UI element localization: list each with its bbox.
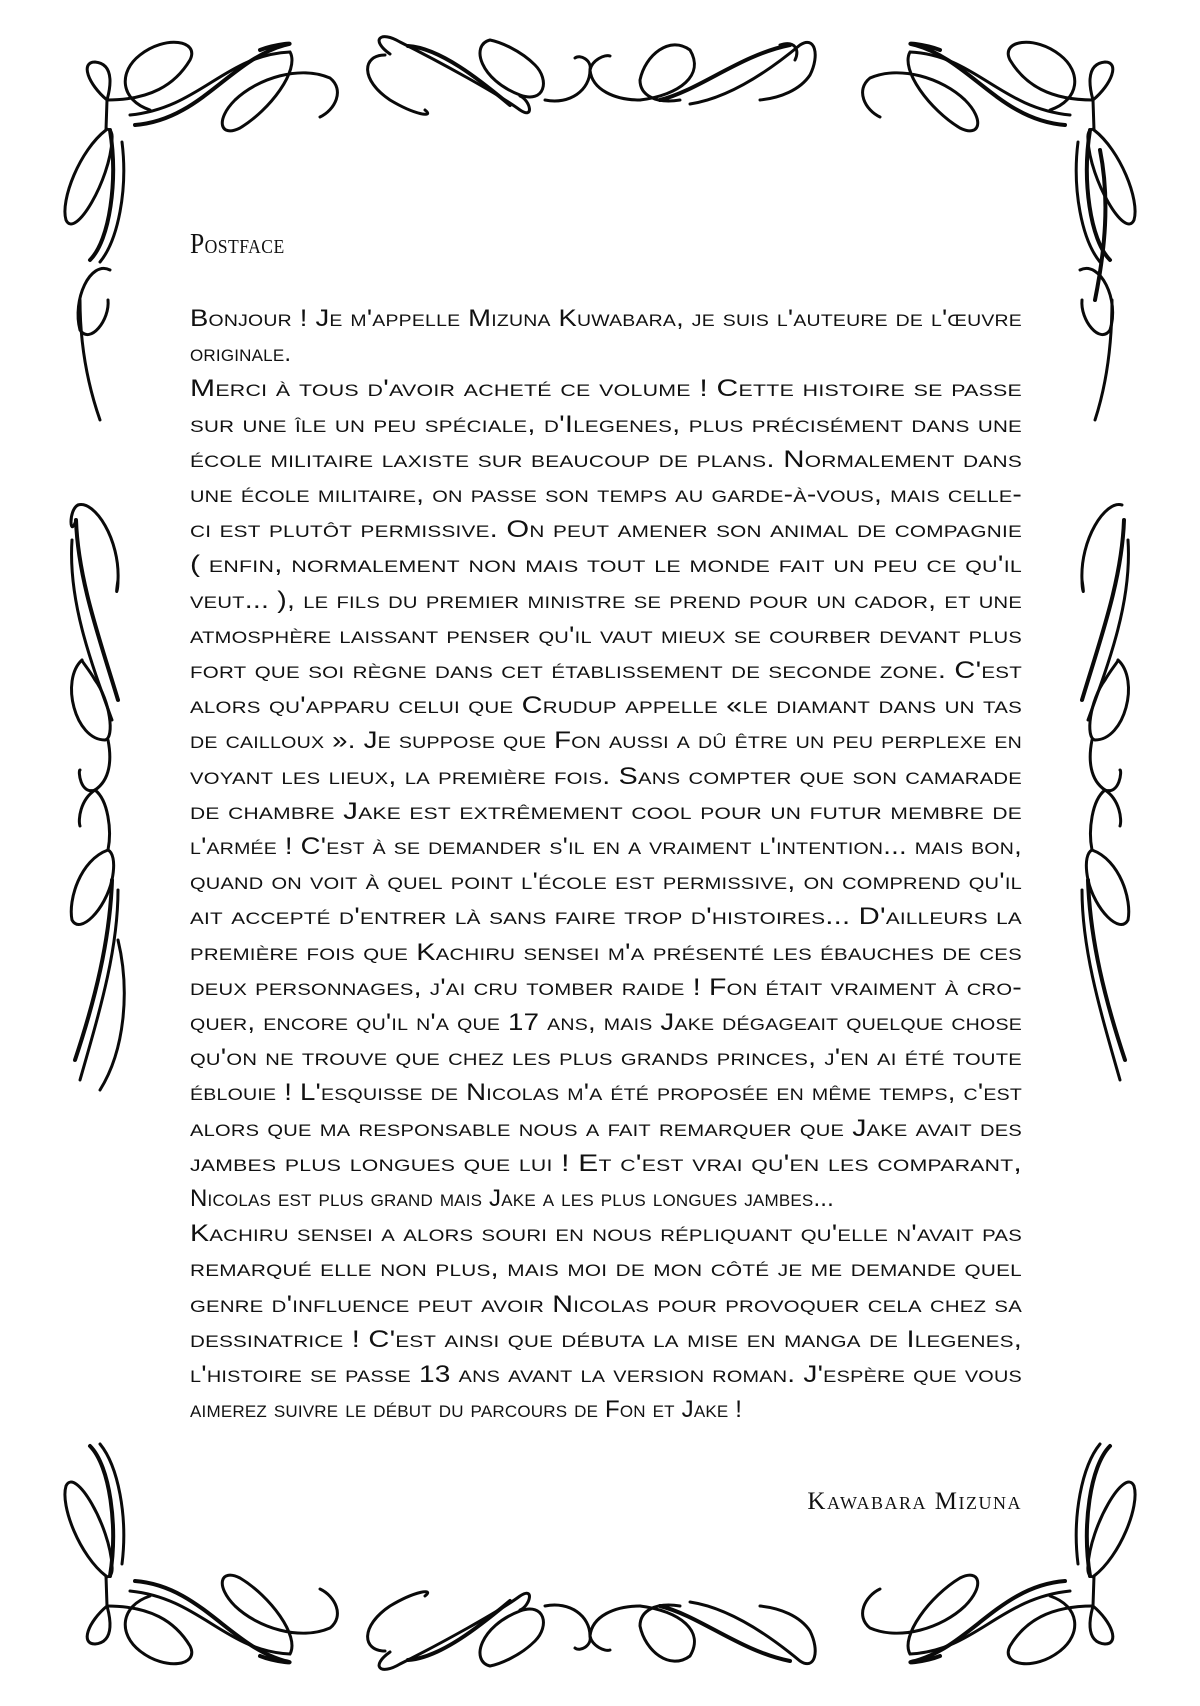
top-center-flourish-icon	[368, 37, 816, 115]
text-line	[190, 1216, 1022, 1251]
text-line	[190, 1392, 1022, 1427]
left-upper-flourish-icon	[78, 268, 110, 420]
left-side-flourish-icon	[71, 505, 124, 1090]
text-line-content: sur une île un peu spéciale, d'Ilegenes, plus précisément dans une	[190, 410, 1023, 438]
text-line	[190, 371, 1022, 406]
text-line-content: qu'on ne trouve que chez les plus grands princes, j'en ai été toute	[190, 1044, 1022, 1072]
text-line-content: Nicolas est plus grand mais Jake a les plus longues jambes...	[190, 1185, 835, 1213]
text-line-content: de chambre Jake est extrêmement cool pour un futur membre de	[190, 797, 1023, 825]
text-line	[190, 1111, 1022, 1146]
text-line-content: première fois que Kachiru sensei m'a présenté les ébauches de ces	[190, 938, 1022, 966]
text-line	[190, 512, 1022, 547]
text-line	[190, 1075, 1022, 1110]
text-line-content: quand on voit à quel point l'école est permissive, on comprend qu'il	[190, 868, 1022, 896]
text-line-content: école militaire laxiste sur beaucoup de plans. Normalement dans	[190, 445, 1023, 473]
text-line	[190, 547, 1022, 582]
right-side-flourish-icon	[1082, 505, 1129, 1080]
text-line-content: une école militaire, on passe son temps au garde-à-vous, mais celle-	[190, 481, 1023, 509]
postface-content	[190, 228, 1022, 1428]
text-line-content: de cailloux ». Je suppose que Fon aussi a dû être un peu perplexe en	[190, 727, 1022, 755]
text-line	[190, 1040, 1022, 1075]
text-line-content: alors qu'apparu celui que Crudup appelle «le diamant dans un tas	[190, 692, 1023, 720]
text-line	[190, 723, 1022, 758]
text-line-content: veut... ), le fils du premier ministre se prend pour un cador, et une	[190, 586, 1023, 614]
text-line	[190, 618, 1022, 653]
text-line	[190, 759, 1022, 794]
text-line-content: Merci à tous d'avoir acheté ce volume ! Cette histoire se passe	[190, 375, 1023, 403]
text-line-content: l'histoire se passe 13 ans avant la version roman. J'espère que vous	[190, 1361, 1023, 1389]
text-line	[190, 935, 1022, 970]
text-line-content: éblouie ! L'esquisse de Nicolas m'a été proposée en même temps, c'est	[190, 1079, 1023, 1107]
text-line-content: alors que ma responsable nous a fait remarquer que Jake avait des	[190, 1114, 1023, 1142]
text-line	[190, 688, 1022, 723]
text-line	[190, 653, 1022, 688]
text-line	[190, 1005, 1022, 1040]
text-line	[190, 864, 1022, 899]
text-line	[190, 1181, 1022, 1216]
text-line-content: deux personnages, j'ai cru tomber raide ! Fon était vraiment à cro-	[190, 973, 1023, 1001]
text-line-content: ci est plutôt permissive. On peut amener son animal de compagnie	[190, 516, 1023, 544]
text-line-content: ( enfin, normalement non mais tout le monde fait un peu ce qu'il	[190, 551, 1022, 579]
text-line	[190, 407, 1022, 442]
text-line-content: Bonjour ! Je m'appelle Mizuna Kuwabara, je suis l'auteure de l'œuvre	[190, 305, 1022, 332]
corner-flourish-bottom-left-icon	[65, 1444, 337, 1664]
text-line-content: quer, encore qu'il n'a que 17 ans, mais Jake dégageait quelque chose	[190, 1009, 1023, 1037]
bottom-center-flourish-icon	[368, 1592, 816, 1670]
text-line-content: atmosphère laissant penser qu'il vaut mieux se courber devant plus	[190, 621, 1023, 649]
text-line	[190, 970, 1022, 1005]
text-line-content: voyant les lieux, la première fois. Sans compter que son camarade	[190, 762, 1023, 790]
text-line	[190, 336, 1022, 371]
text-line	[190, 1251, 1022, 1286]
text-line	[190, 899, 1022, 934]
page-title: Postface	[190, 228, 285, 260]
text-line	[190, 583, 1022, 618]
text-line	[190, 442, 1022, 477]
text-line-content: aimerez suivre le début du parcours de Fon et Jake !	[190, 1396, 743, 1424]
text-line-content: originale.	[190, 340, 292, 368]
text-line	[190, 829, 1022, 864]
author-signature: Kawabara Mizuna	[807, 1488, 1022, 1515]
text-line	[190, 1146, 1022, 1181]
text-line	[190, 794, 1022, 829]
text-line-content: dessinatrice ! C'est ainsi que débuta la mise en manga de Ilegenes,	[190, 1325, 1023, 1353]
text-line	[190, 1357, 1022, 1392]
postface-body	[190, 301, 1022, 1428]
text-line	[190, 477, 1022, 512]
text-line	[190, 1322, 1022, 1357]
text-line-content: remarqué elle non plus, mais moi de mon côté je me demande quel	[190, 1255, 1022, 1283]
text-line-content: ait accepté d'entrer là sans faire trop d'histoires... D'ailleurs la	[190, 903, 1022, 931]
right-upper-flourish-icon	[1080, 150, 1113, 420]
text-line	[190, 1287, 1022, 1322]
corner-flourish-bottom-right-icon	[863, 1444, 1135, 1664]
text-line-content: Kachiru sensei a alors souri en nous répliquant qu'elle n'avait pas	[190, 1220, 1023, 1248]
text-line-content: l'armée ! C'est à se demander s'il en a vraiment l'intention... mais bon,	[190, 833, 1022, 861]
text-line-content: genre d'influence peut avoir Nicolas pour provoquer cela chez sa	[190, 1290, 1023, 1318]
text-line	[190, 301, 1022, 336]
text-line-content: jambes plus longues que lui ! Et c'est vrai qu'en les comparant,	[190, 1149, 1022, 1177]
text-line-content: fort que soi règne dans cet établissement de seconde zone. C'est	[190, 657, 1023, 685]
